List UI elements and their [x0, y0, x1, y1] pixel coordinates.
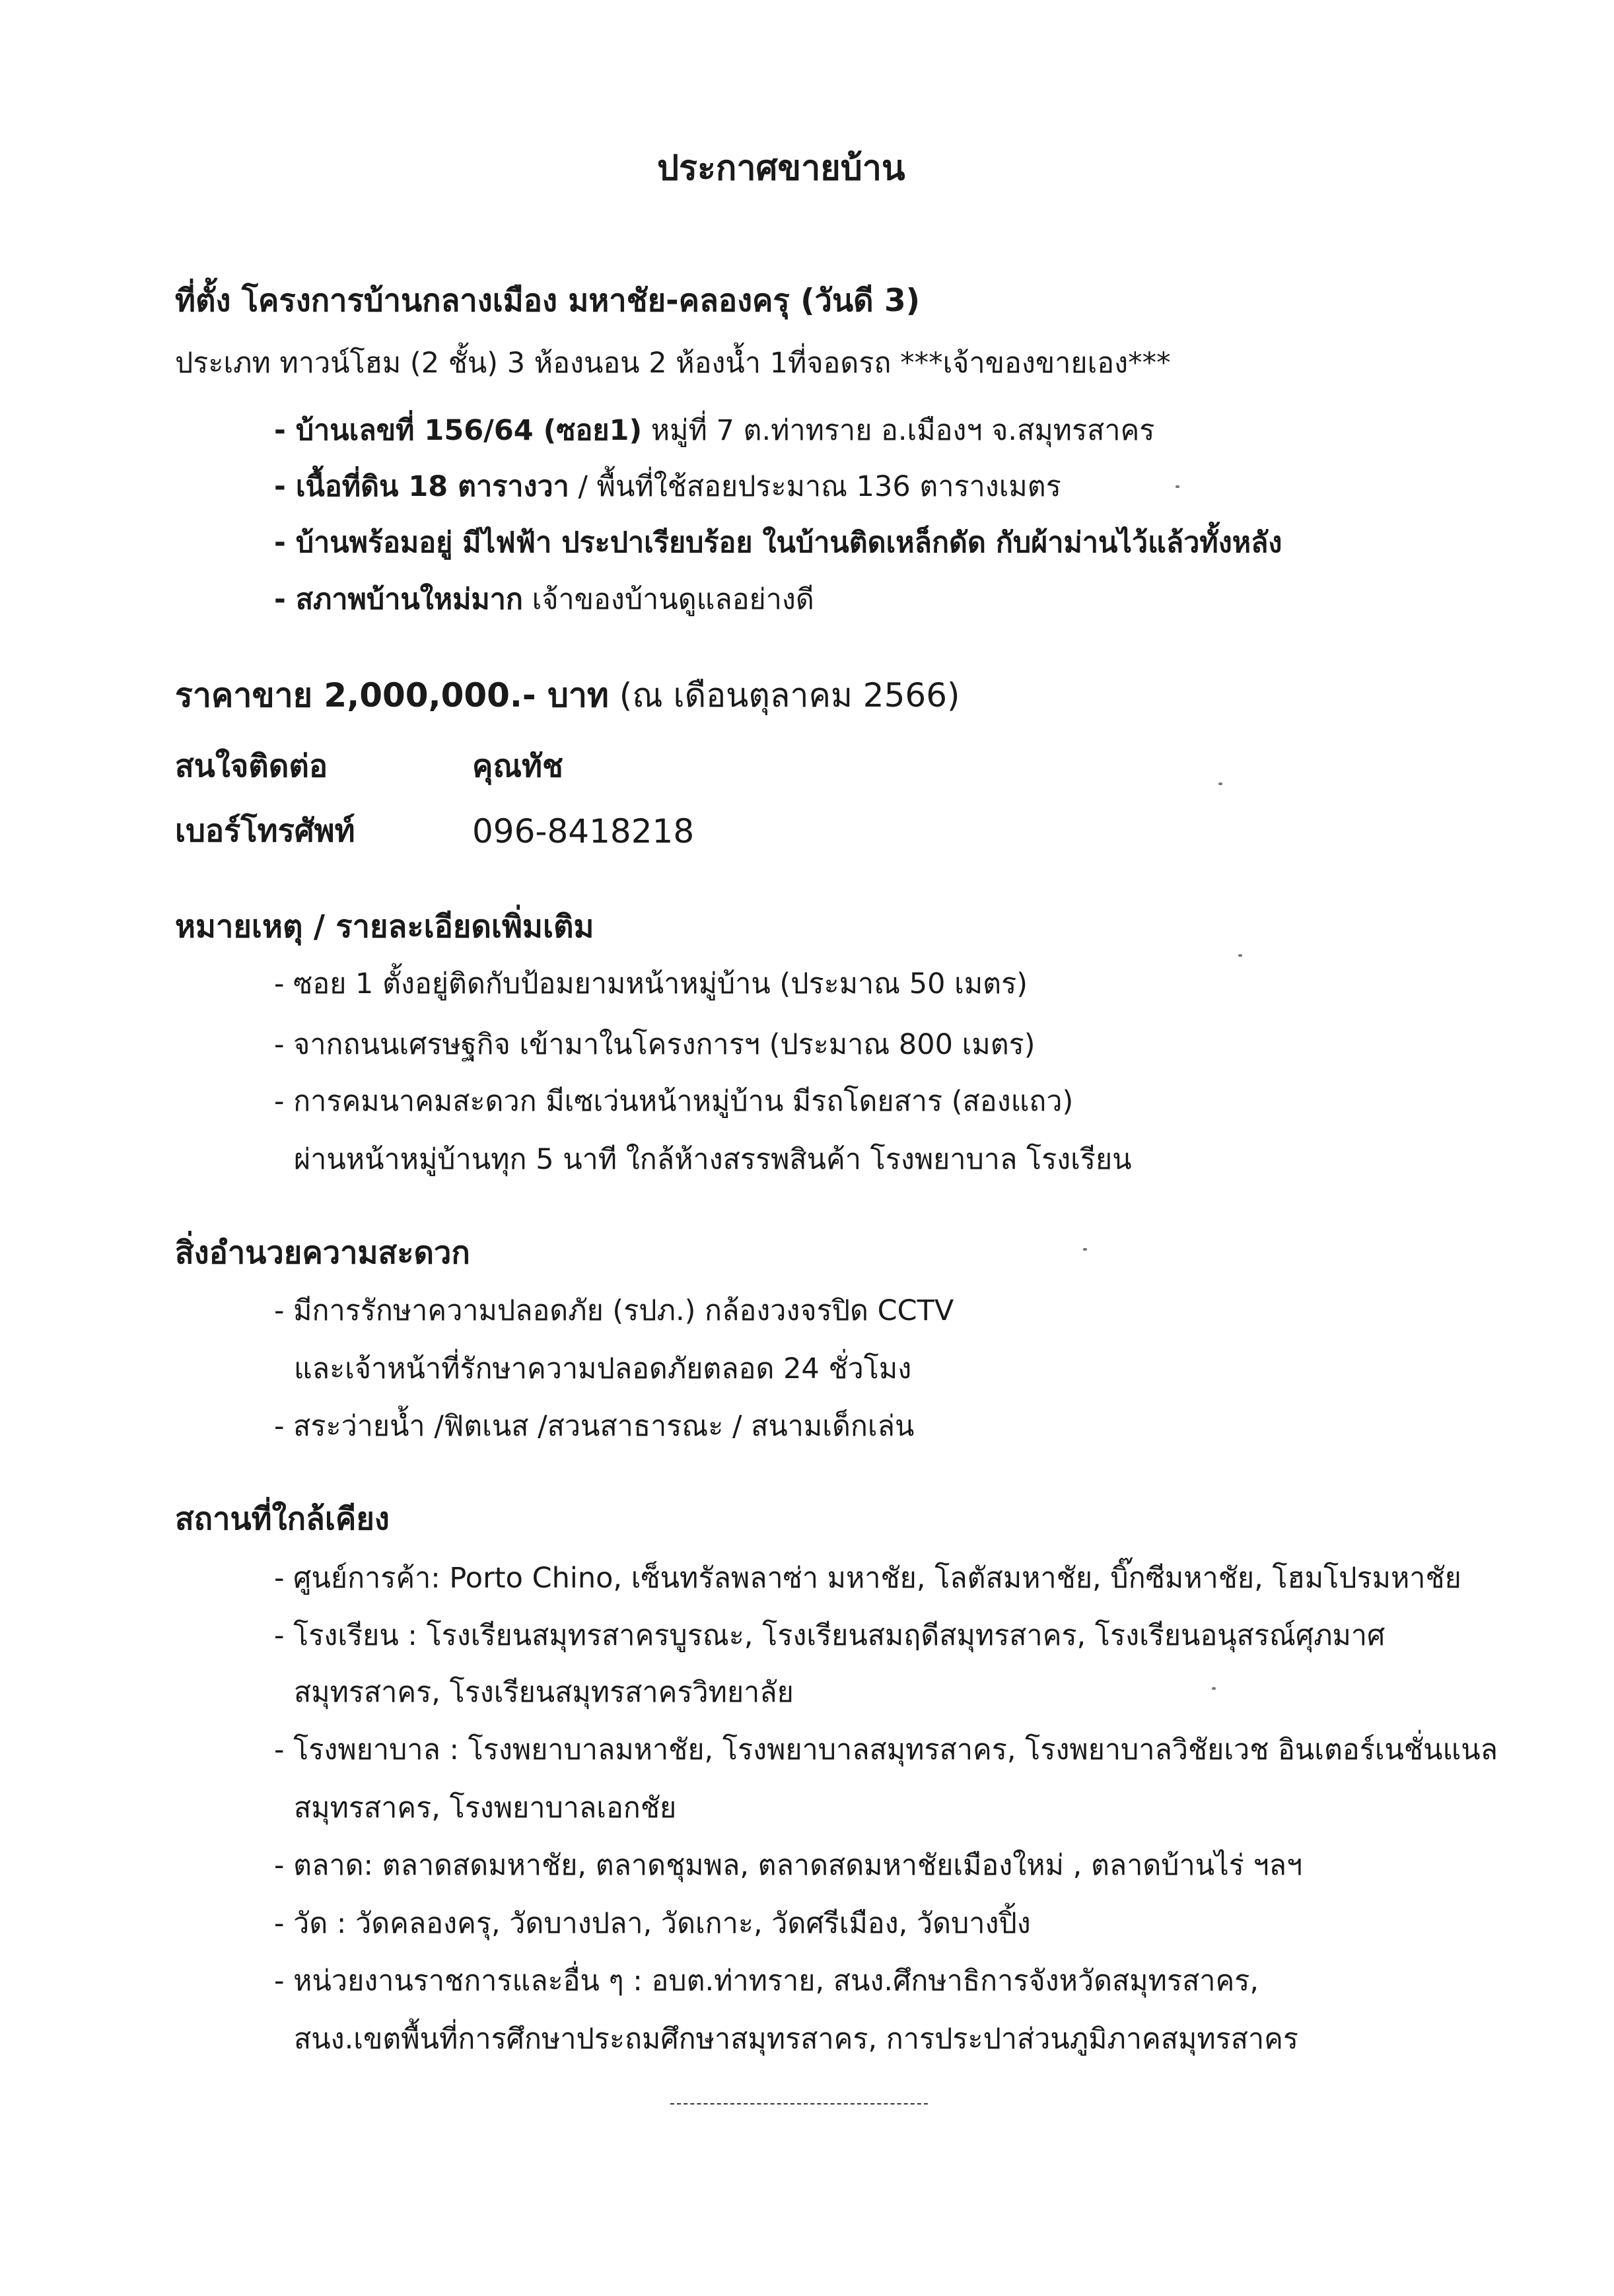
scan-speck	[1218, 783, 1222, 785]
nearby-line: - ตลาด: ตลาดสดมหาชัย, ตลาดชุมพล, ตลาดสดมหาชัยเมืองใหม่ , ตลาดบ้านไร่ ฯลฯ	[274, 1849, 1303, 1882]
scan-speck	[1238, 954, 1242, 957]
notes-line: - ซอย 1 ตั้งอยู่ติดกับป้อมยามหน้าหมู่บ้าน (ประมาณ 50 เมตร)	[274, 967, 1028, 1000]
nearby-line: สมุทรสาคร, โรงพยาบาลเอกชัย	[294, 1792, 677, 1825]
condition-line	[274, 580, 814, 619]
price-bold: ราคาขาย 2,000,000.- บาท	[175, 676, 609, 714]
house-number-line	[274, 411, 1154, 450]
notes-line: ผ่านหน้าหมู่บ้านทุก 5 นาที ใกล้ห้างสรรพสินค้า โรงพยาบาล โรงเรียน	[294, 1143, 1132, 1176]
land-area-rest: / พื้นที่ใช้สอยประมาณ 136 ตารางเมตร	[569, 470, 1061, 503]
scan-speck	[1083, 1248, 1087, 1251]
land-area-bold: - เนื้อที่ดิน 18 ตารางวา	[274, 470, 569, 503]
facilities-heading: สิ่งอำนวยความสะดวก	[175, 1235, 470, 1271]
price-date: (ณ เดือนตุลาคม 2566)	[608, 676, 960, 714]
nearby-line: - โรงพยาบาล : โรงพยาบาลมหาชัย, โรงพยาบาลสมุทรสาคร, โรงพยาบาลวิชัยเวช อินเตอร์เนชั่นแนล	[274, 1733, 1498, 1766]
nearby-line: - ศูนย์การค้า: Porto Chino, เซ็นทรัลพลาซ่า มหาชัย, โลตัสมหาชัย, บิ๊กซีมหาชัย, โฮมโปรมหาชัย	[274, 1562, 1461, 1595]
nearby-line: - วัด : วัดคลองครุ, วัดบางปลา, วัดเกาะ, วัดศรีเมือง, วัดบางปิ้ง	[274, 1907, 1031, 1940]
house-number-bold: - บ้านเลขที่ 156/64 (ซอย1)	[274, 414, 643, 447]
notes-line: - การคมนาคมสะดวก มีเซเว่นหน้าหมู่บ้าน มีรถโดยสาร (สองแถว)	[274, 1085, 1074, 1118]
condition-rest: เจ้าของบ้านดูแลอย่างดี	[522, 583, 814, 616]
phone-label: เบอร์โทรศัพท์	[175, 813, 355, 849]
end-divider	[670, 2103, 928, 2105]
ready-to-move-line: - บ้านพร้อมอยู่ มีไฟฟ้า ประปาเรียบร้อย ในบ้านติดเหล็กดัด กับผ้าม่านไว้แล้วทั้งหลัง	[274, 526, 1282, 559]
scan-speck	[1212, 1687, 1216, 1690]
price-line	[175, 676, 960, 715]
land-area-line	[274, 467, 1061, 506]
page-title: ประกาศขายบ้าน	[657, 149, 905, 188]
notes-heading: หมายเหตุ / รายละเอียดเพิ่มเติม	[175, 909, 594, 945]
type-line: ประเภท ทาวน์โฮม (2 ชั้น) 3 ห้องนอน 2 ห้องน้ำ 1ที่จอดรถ ***เจ้าของขายเอง***	[175, 347, 1171, 380]
facilities-line: และเจ้าหน้าที่รักษาความปลอดภัยตลอด 24 ชั่วโมง	[294, 1352, 912, 1385]
facilities-line: - สระว่ายน้ำ /ฟิตเนส /สวนสาธารณะ / สนามเด็กเล่น	[274, 1410, 915, 1443]
contact-name: คุณทัช	[472, 748, 563, 784]
contact-label: สนใจติดต่อ	[175, 748, 328, 784]
notes-line: - จากถนนเศรษฐกิจ เข้ามาในโครงการฯ (ประมาณ 800 เมตร)	[274, 1028, 1035, 1061]
condition-bold: - สภาพบ้านใหม่มาก	[274, 583, 523, 616]
nearby-heading: สถานที่ใกล้เคียง	[175, 1501, 390, 1537]
house-number-rest: หมู่ที่ 7 ต.ท่าทราย อ.เมืองฯ จ.สมุทรสาคร	[642, 414, 1155, 447]
nearby-line: - หน่วยงานราชการและอื่น ๆ : อบต.ท่าทราย, สนง.ศึกษาธิการจังหวัดสมุทรสาคร,	[274, 1965, 1259, 1998]
phone-number: 096-8418218	[472, 812, 695, 851]
nearby-line: สมุทรสาคร, โรงเรียนสมุทรสาครวิทยาลัย	[294, 1676, 794, 1709]
location-line: ที่ตั้ง โครงการบ้านกลางเมือง มหาชัย-คลองครุ (วันดี 3)	[175, 283, 921, 319]
nearby-line: สนง.เขตพื้นที่การศึกษาประถมศึกษาสมุทรสาคร, การประปาส่วนภูมิภาคสมุทรสาคร	[294, 2023, 1299, 2056]
scan-speck	[1175, 485, 1179, 488]
facilities-line: - มีการรักษาความปลอดภัย (รปภ.) กล้องวงจรปิด CCTV	[274, 1294, 954, 1327]
nearby-line: - โรงเรียน : โรงเรียนสมุทรสาครบูรณะ, โรงเรียนสมฤดีสมุทรสาคร, โรงเรียนอนุสรณ์ศุภมาศ	[274, 1619, 1386, 1652]
